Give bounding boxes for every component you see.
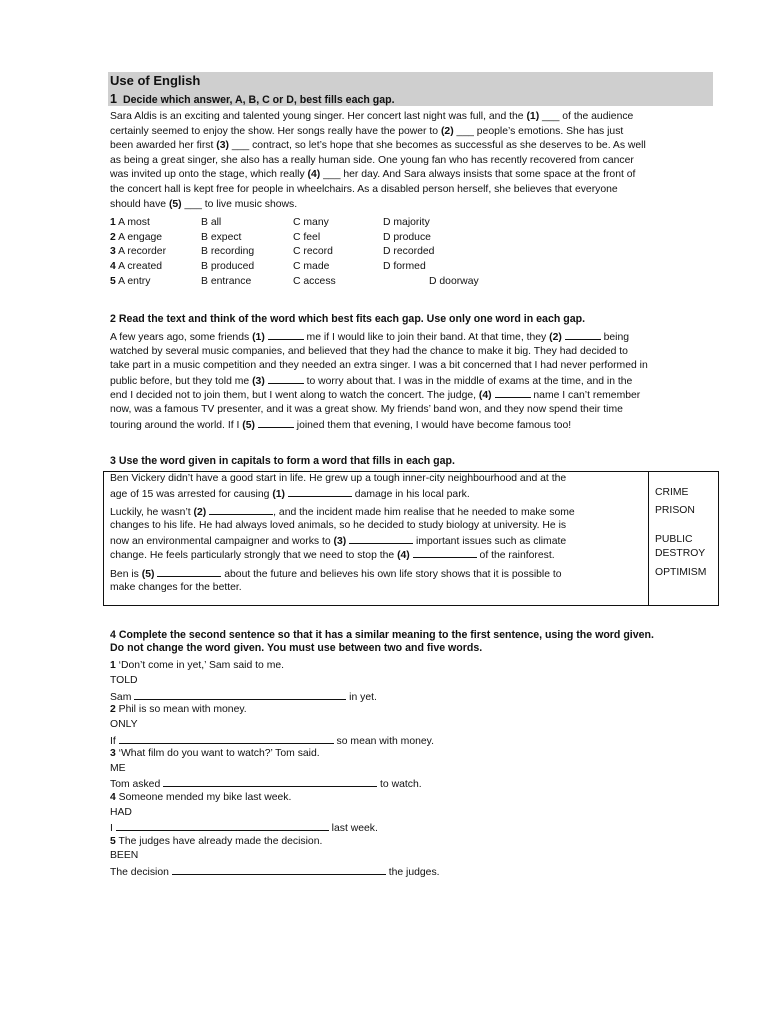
- text-line: the concert hall is kept free for people in wheelchairs. As a disabled person herself, she believes that everyone: [110, 183, 618, 195]
- transform-sentence: 5 The judges have already made the decision.: [110, 836, 323, 847]
- section2-heading: 2 Read the text and think of the word which best fits each gap. Use only one word in each gap.: [110, 313, 586, 325]
- section4-heading-line2: Do not change the word given. You must use between two and five words.: [110, 642, 483, 654]
- text-line: was invited up onto the stage, which really (4) ___ her day. And Sara always insists that some space at the front of: [110, 169, 636, 181]
- section1-instruction: Decide which answer, A, B, C or D, best fills each gap.: [122, 94, 395, 106]
- given-word: ME: [110, 763, 126, 774]
- section1-heading: [110, 92, 395, 106]
- text-line: been awarded her first (3) ___ contract, so let’s hope that she becomes as successful as she deserves to be. As well: [110, 140, 646, 152]
- answer-gap[interactable]: [172, 865, 386, 875]
- table-divider: [648, 471, 649, 606]
- text-line: watched by several music companies, and believed that they had the chance to make it big. They had decided to: [110, 345, 628, 357]
- text-line: certainly seemed to enjoy the show. Her songs really have the power to (2) ___ people’s emotions. She has just: [110, 125, 624, 137]
- answer-line: Tom asked to watch.: [110, 779, 422, 790]
- section1-text: [110, 110, 715, 212]
- text-line: now an environmental campaigner and works to (3) important issues such as climate: [110, 536, 567, 547]
- given-word: TOLD: [110, 675, 138, 686]
- answer-gap[interactable]: [288, 487, 352, 497]
- text-line: Ben Vickery didn’t have a good start in life. He grew up a tough inner-city neighbourhood and at the: [110, 473, 567, 484]
- answer-gap[interactable]: [209, 505, 273, 515]
- answer-gap[interactable]: [413, 548, 477, 558]
- transform-sentence: 1 ‘Don’t come in yet,’ Sam said to me.: [110, 660, 285, 671]
- answer-gap[interactable]: [495, 388, 531, 398]
- text-line: Sara Aldis is an exciting and talented young singer. Her concert last night was full, and the (1) ___ of the audience: [110, 111, 634, 122]
- text-line: A few years ago, some friends (1) me if I would like to join their band. At that time, they (2) being: [110, 332, 630, 343]
- answer-line: Sam in yet.: [110, 692, 377, 703]
- text-line: Luckily, he wasn’t (2) , and the incident made him realise that he needed to make some: [110, 507, 575, 518]
- answer-gap[interactable]: [163, 777, 377, 787]
- transform-sentence: 3 ‘What film do you want to watch?’ Tom said.: [110, 748, 320, 759]
- given-word: ONLY: [110, 719, 138, 730]
- text-line: change. He feels particularly strongly that we need to stop the (4) of the rainforest.: [110, 550, 555, 561]
- answer-gap[interactable]: [268, 330, 304, 340]
- keyword-crime: CRIME: [655, 487, 689, 498]
- keyword-public: PUBLIC: [655, 534, 693, 545]
- answer-gap[interactable]: [119, 734, 334, 744]
- section1-number: 1: [110, 92, 117, 106]
- worksheet-page: Use of English 1 Decide which answer, A, B, C or D, best fills each gap. Sara Aldis is an exciting and talented young singer. Her concert last night was full, and the (1) ___ of the audience certainly seemed to enjoy the show. Her songs really have the power to (2) ___ people’s emotions. She has just been awarded her first (3) ___ contract, so let’s hope that she becomes as successful as she deserves to be. As well as being a great singer, she also has a really human side. One young fan who has recently recovered from cancer was invited up onto the stage, which really (4) ___ her day. And Sara always insists that some space at the front of the concert hall is kept free for people in wheelchairs. As a disabled person herself, she believes that everyone should have (5) ___ to live music shows. 1 A most B all C many D majority 2 A engage B expect C feel D produce 3 A recorder B recording C record D recorded 4 A created B produced C made D formed 5 A entry B entrance C access D doorway 2 Read the text and think of the word which best fits each gap. Use only one word in each gap. A few years ago, some friends (1) me if I would like to join their band. At that time, they (2) being watched by several music companies, and believed that they had the chance to make it big. They had decided to take part in a music competition and they needed an extra singer. I was a bit concerned that I had never performed in public before, but they told me (3) to worry about that. I was in the middle of exams at the time, and in the end I decided not to join them, but I went along to watch the concert. The judge, (4) name I can’t remember now, was a famous TV presenter, and it was a great show. My friends’ band won, and they now spend their time touring around the world. If I (5) joined them that evening, I would have become famous too! 3 Use the word given in capitals to form a word that fills in each gap. Ben Vickery didn’t have a good start in life. He grew up a tough inner-city neighbourhood and at the age of 15 was arrested for causing (1) damage in his local park. Luckily, he wasn’t (2) , and the incident made him realise that he needed to make some changes to his life. He had always loved animals, so he decided to study biology at university. He is now an environmental campaigner and works to (3) important issues such as climate change. He feels particularly strongly that we need to stop the (4) of the rainforest. Ben is (5) about the future and believes his own life story shows that it is possible to make changes for the better. CRIME PRISON PUBLIC DESTROY OPTIMISM 4 Complete the second sentence so that it has a similar meaning to the first sentence, using the word given. Do not change the word given. You must use between two and five words. 1 ‘Don’t come in yet,’ Sam said to me. TOLD Sam in yet. 2 Phil is so mean with money. ONLY If so mean with money. 3 ‘What film do you want to watch?’ Tom said. ME Tom asked to watch. 4 Someone mended my bike last week. HAD I last week. 5 The judges have already made the decision. BEEN The decision the judges.: [0, 0, 768, 1024]
- answer-gap[interactable]: [157, 567, 221, 577]
- text-line: now, was a famous TV presenter, and it was a great show. My friends’ band won, and they now spend their time: [110, 403, 623, 415]
- answer-line: I last week.: [110, 823, 378, 834]
- keyword-prison: PRISON: [655, 505, 695, 516]
- text-line: Ben is (5) about the future and believes his own life story shows that it is possible to: [110, 569, 562, 580]
- answer-gap[interactable]: [349, 534, 413, 544]
- section4-heading-line1: 4 Complete the second sentence so that it has a similar meaning to the first sentence, using the word given.: [110, 629, 654, 641]
- text-line: make changes for the better.: [110, 582, 242, 593]
- given-word: BEEN: [110, 850, 139, 861]
- keyword-optimism: OPTIMISM: [655, 567, 707, 578]
- text-line: age of 15 was arrested for causing (1) damage in his local park.: [110, 489, 470, 500]
- answer-line: If so mean with money.: [110, 736, 434, 747]
- text-line: end I decided not to join them, but I went along to watch the concert. The judge, (4) name I can’t remember: [110, 390, 641, 402]
- answer-gap[interactable]: [134, 690, 346, 700]
- text-line: public before, but they told me (3) to worry about that. I was in the middle of exams at the time, and in the: [110, 375, 633, 387]
- keyword-destroy: DESTROY: [655, 548, 706, 559]
- transform-sentence: 4 Someone mended my bike last week.: [110, 792, 292, 803]
- answer-line: The decision the judges.: [110, 867, 440, 878]
- answer-gap[interactable]: [565, 330, 601, 340]
- answer-gap[interactable]: [268, 374, 304, 384]
- text-line: touring around the world. If I (5) joined them that evening, I would have become famous too!: [110, 419, 572, 431]
- text-line: should have (5) ___ to live music shows.: [110, 198, 298, 210]
- answer-gap[interactable]: [116, 821, 329, 831]
- section2-text: [110, 330, 715, 432]
- answer-gap[interactable]: [258, 418, 294, 428]
- text-line: take part in a music competition and they needed an extra singer. I was a bit concerned that I had never performed in: [110, 360, 648, 372]
- section3-heading: 3 Use the word given in capitals to form a word that fills in each gap.: [110, 455, 455, 467]
- transform-sentence: 2 Phil is so mean with money.: [110, 704, 247, 715]
- text-line: changes to his life. He had always loved animals, so he decided to study biology at university. He is: [110, 520, 567, 531]
- text-line: as being a great singer, she also has a really human side. One young fan who has recently recovered from cancer: [110, 154, 634, 166]
- given-word: HAD: [110, 807, 132, 818]
- page-title: Use of English: [110, 73, 201, 88]
